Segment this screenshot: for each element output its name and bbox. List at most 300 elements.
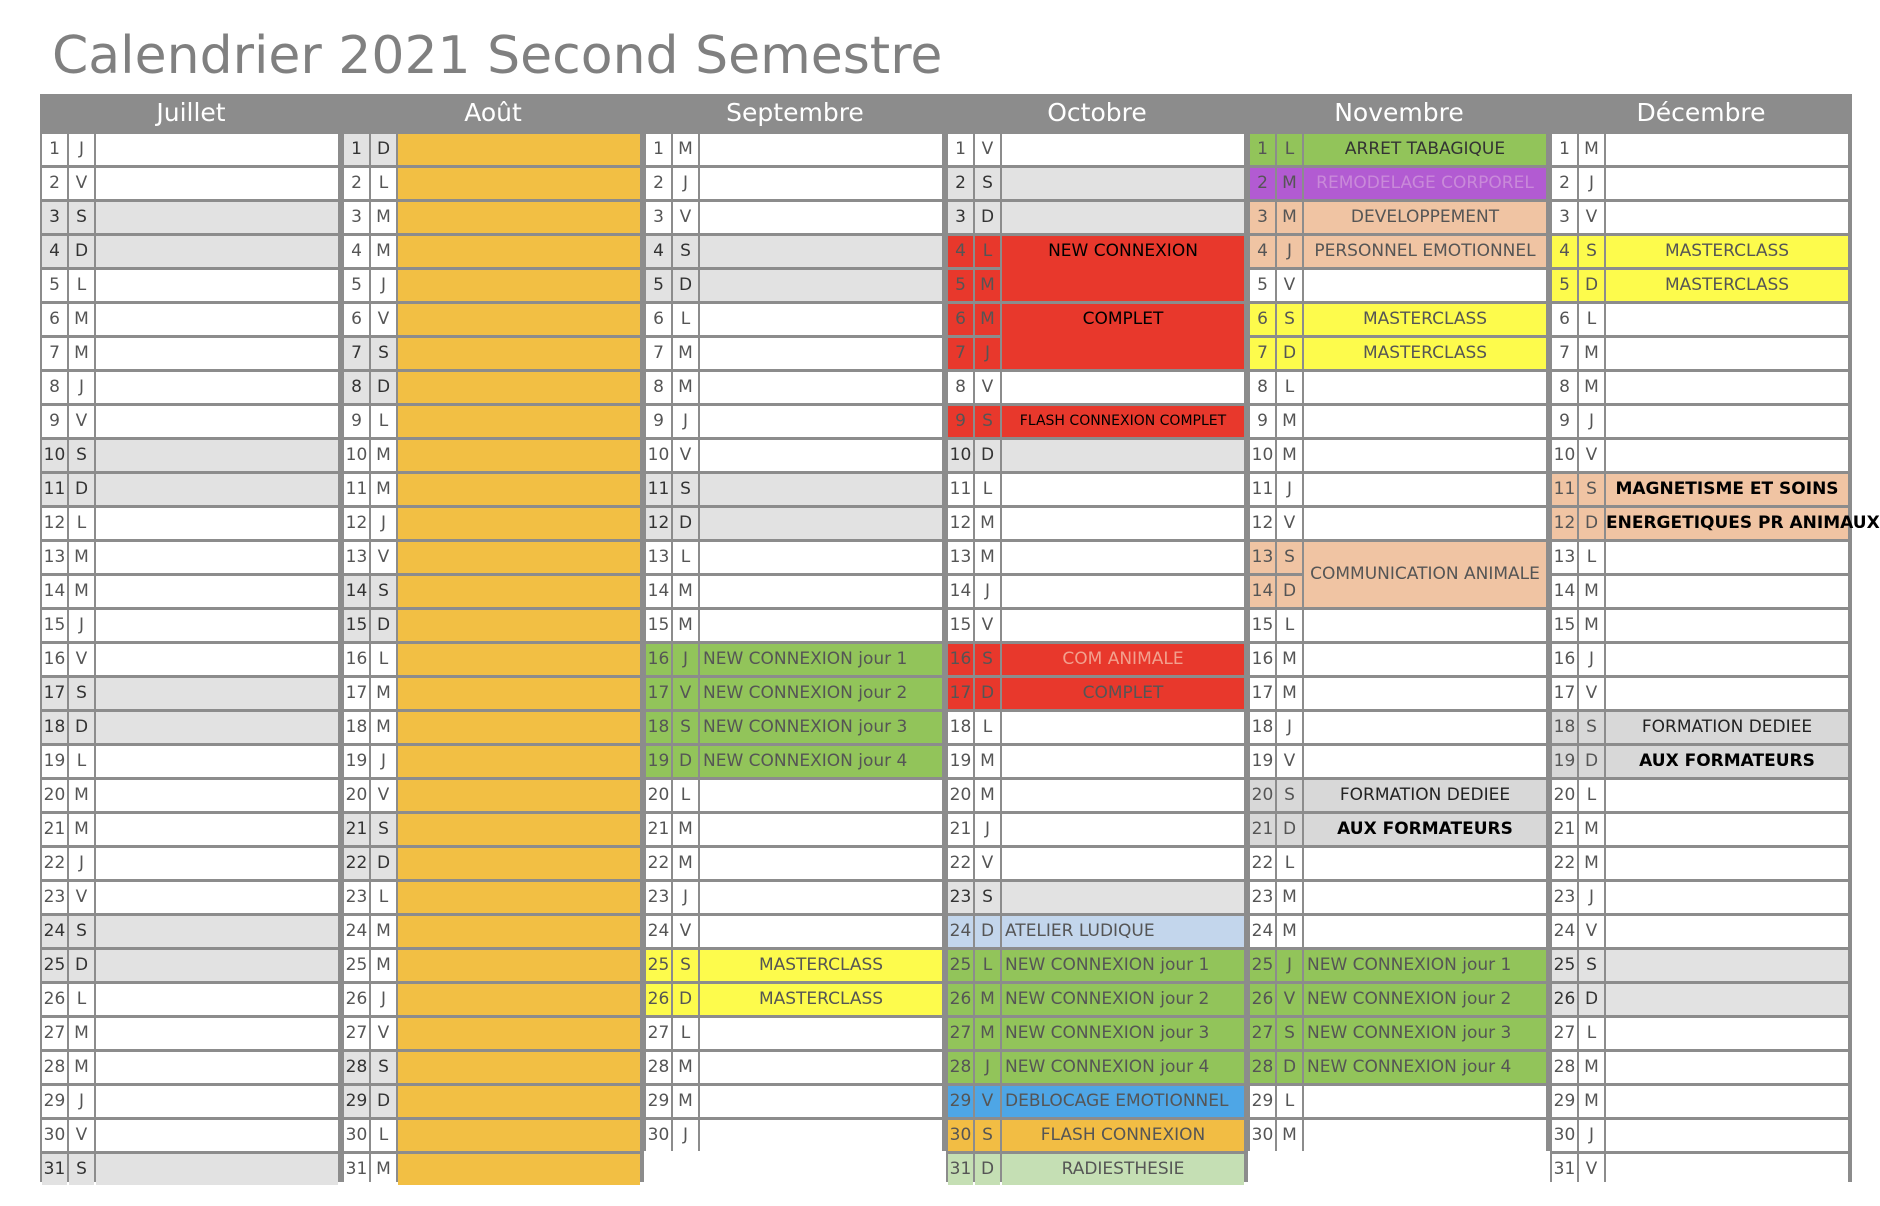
event-label: COMPLET (1002, 304, 1244, 369)
event-label: RADIESTHESIE (1002, 1154, 1244, 1185)
day-number: 21 (1250, 814, 1275, 845)
event-label: NEW CONNEXION jour 3 (1304, 1018, 1546, 1049)
weekday-letter: D (673, 984, 698, 1015)
weekday-letter: J (69, 372, 94, 403)
event-cell (96, 474, 338, 505)
event-label: MASTERCLASS (700, 950, 942, 981)
day-number: 28 (42, 1052, 67, 1083)
weekday-letter: M (371, 202, 396, 233)
event-cell (96, 950, 338, 981)
event-cell (96, 270, 338, 301)
weekday-letter: D (975, 916, 1000, 947)
weekday-letter: M (371, 236, 396, 267)
weekday-letter: J (673, 644, 698, 675)
event-cell (1606, 644, 1848, 675)
day-number: 25 (646, 950, 671, 981)
day-number: 16 (42, 644, 67, 675)
day-number: 19 (646, 746, 671, 777)
event-cell (700, 848, 942, 879)
weekday-letter: L (371, 1120, 396, 1151)
event-cell (700, 236, 942, 267)
weekday-letter: V (1277, 508, 1302, 539)
event-cell (1304, 372, 1546, 403)
event-cell (1606, 576, 1848, 607)
weekday-letter: M (371, 712, 396, 743)
day-number: 15 (1250, 610, 1275, 641)
day-number: 15 (1552, 610, 1577, 641)
weekday-letter: D (371, 610, 396, 641)
weekday-letter: S (1277, 780, 1302, 811)
weekday-letter: M (371, 916, 396, 947)
event-cell (1002, 882, 1244, 913)
weekday-letter: L (975, 236, 1000, 267)
weekday-letter: D (371, 1086, 396, 1117)
weekday-letter: M (371, 474, 396, 505)
day-number: 15 (948, 610, 973, 641)
month-header-octobre: Octobre (1047, 98, 1147, 127)
event-cell (1002, 814, 1244, 845)
event-cell (96, 780, 338, 811)
day-number: 27 (42, 1018, 67, 1049)
weekday-letter: V (975, 134, 1000, 165)
day-number: 31 (42, 1154, 67, 1185)
weekday-letter: S (975, 1120, 1000, 1151)
day-number: 2 (1250, 168, 1275, 199)
weekday-letter: M (1579, 1086, 1604, 1117)
event-cell (1002, 542, 1244, 573)
weekday-letter: V (69, 1120, 94, 1151)
weekday-letter: J (1579, 882, 1604, 913)
event-label: NEW CONNEXION jour 4 (1002, 1052, 1244, 1083)
weekday-letter: M (673, 610, 698, 641)
event-cell (700, 474, 942, 505)
day-number: 1 (344, 134, 369, 165)
weekday-letter: M (1277, 644, 1302, 675)
day-number: 29 (646, 1086, 671, 1117)
day-number: 10 (646, 440, 671, 471)
day-number: 13 (1552, 542, 1577, 573)
weekday-letter: D (69, 712, 94, 743)
weekday-letter: L (371, 168, 396, 199)
vacation-cell (398, 848, 640, 879)
event-cell (1002, 746, 1244, 777)
day-number: 4 (344, 236, 369, 267)
day-number: 19 (1552, 746, 1577, 777)
day-number: 25 (42, 950, 67, 981)
event-label: COMMUNICATION ANIMALE (1304, 542, 1546, 607)
day-number: 14 (948, 576, 973, 607)
day-number: 17 (1250, 678, 1275, 709)
event-cell (96, 440, 338, 471)
weekday-letter: M (975, 984, 1000, 1015)
event-label: NEW CONNEXION jour 3 (1002, 1018, 1244, 1049)
event-cell (700, 882, 942, 913)
weekday-letter: M (1579, 134, 1604, 165)
vacation-cell (398, 1052, 640, 1083)
weekday-letter: S (673, 236, 698, 267)
weekday-letter: V (1277, 270, 1302, 301)
weekday-letter: S (69, 916, 94, 947)
weekday-letter: D (673, 508, 698, 539)
event-cell (700, 1052, 942, 1083)
event-label: FLASH CONNEXION COMPLET (1002, 406, 1244, 437)
event-cell (96, 1052, 338, 1083)
weekday-letter: V (69, 882, 94, 913)
event-cell (1304, 882, 1546, 913)
day-number: 16 (1250, 644, 1275, 675)
weekday-letter: J (975, 1052, 1000, 1083)
day-number: 18 (42, 712, 67, 743)
day-number: 2 (42, 168, 67, 199)
month-header-juillet: Juillet (156, 98, 226, 127)
weekday-letter: J (1277, 950, 1302, 981)
weekday-letter: J (371, 270, 396, 301)
weekday-letter: S (1579, 236, 1604, 267)
weekday-letter: S (1277, 1018, 1302, 1049)
vacation-cell (398, 1086, 640, 1117)
day-number: 19 (344, 746, 369, 777)
day-number: 5 (42, 270, 67, 301)
day-number: 1 (42, 134, 67, 165)
event-cell (1304, 644, 1546, 675)
event-cell (700, 1086, 942, 1117)
weekday-letter: L (69, 508, 94, 539)
event-cell (1002, 712, 1244, 743)
weekday-letter: M (975, 780, 1000, 811)
event-cell (700, 406, 942, 437)
weekday-letter: M (1277, 678, 1302, 709)
day-number: 24 (42, 916, 67, 947)
weekday-letter: L (1277, 848, 1302, 879)
day-number: 27 (1552, 1018, 1577, 1049)
day-number: 28 (344, 1052, 369, 1083)
day-number: 7 (1552, 338, 1577, 369)
day-number: 2 (1552, 168, 1577, 199)
day-number: 21 (948, 814, 973, 845)
day-number: 3 (948, 202, 973, 233)
event-label: ARRET TABAGIQUE (1304, 134, 1546, 165)
day-number: 8 (646, 372, 671, 403)
day-number: 16 (646, 644, 671, 675)
day-number: 2 (344, 168, 369, 199)
weekday-letter: S (673, 712, 698, 743)
event-cell (700, 270, 942, 301)
weekday-letter: V (69, 168, 94, 199)
weekday-letter: S (1579, 712, 1604, 743)
weekday-letter: M (69, 542, 94, 573)
day-number: 9 (344, 406, 369, 437)
vacation-cell (398, 984, 640, 1015)
day-number: 21 (1552, 814, 1577, 845)
event-cell (700, 1120, 942, 1151)
weekday-letter: M (673, 848, 698, 879)
month-header-septembre: Septembre (726, 98, 864, 127)
event-cell (1606, 984, 1848, 1015)
weekday-letter: L (1277, 610, 1302, 641)
empty-row-filler (1248, 1151, 1550, 1195)
day-number: 22 (1552, 848, 1577, 879)
event-label: COMPLET (1002, 678, 1244, 709)
calendar-grid (40, 94, 1880, 1182)
day-number: 17 (344, 678, 369, 709)
weekday-letter: M (1277, 440, 1302, 471)
day-number: 18 (646, 712, 671, 743)
vacation-cell (398, 712, 640, 743)
event-cell (96, 508, 338, 539)
event-cell (700, 814, 942, 845)
event-label: ENERGETIQUES PR ANIMAUX (1606, 508, 1848, 539)
event-cell (700, 1018, 942, 1049)
day-number: 1 (1552, 134, 1577, 165)
weekday-letter: J (1277, 236, 1302, 267)
vacation-cell (398, 474, 640, 505)
weekday-letter: L (1579, 1018, 1604, 1049)
day-number: 24 (948, 916, 973, 947)
event-cell (1606, 1154, 1848, 1185)
weekday-letter: S (673, 950, 698, 981)
event-cell (1606, 372, 1848, 403)
day-number: 29 (1552, 1086, 1577, 1117)
event-cell (700, 372, 942, 403)
day-number: 7 (42, 338, 67, 369)
event-cell (1304, 1120, 1546, 1151)
weekday-letter: L (371, 882, 396, 913)
day-number: 22 (344, 848, 369, 879)
weekday-letter: M (673, 338, 698, 369)
weekday-letter: J (975, 338, 1000, 369)
day-number: 26 (646, 984, 671, 1015)
event-cell (96, 916, 338, 947)
event-cell (96, 1086, 338, 1117)
weekday-letter: M (975, 270, 1000, 301)
event-label: MASTERCLASS (1304, 304, 1546, 335)
day-number: 10 (344, 440, 369, 471)
event-cell (700, 542, 942, 573)
day-number: 25 (948, 950, 973, 981)
weekday-letter: M (673, 134, 698, 165)
day-number: 8 (1250, 372, 1275, 403)
event-label: FLASH CONNEXION (1002, 1120, 1244, 1151)
event-cell (96, 1120, 338, 1151)
event-cell (1002, 508, 1244, 539)
month-header-aout: Août (464, 98, 522, 127)
weekday-letter: J (371, 508, 396, 539)
weekday-letter: D (69, 950, 94, 981)
day-number: 11 (1552, 474, 1577, 505)
event-cell (1606, 780, 1848, 811)
event-cell (1606, 814, 1848, 845)
weekday-letter: S (371, 338, 396, 369)
event-label: MASTERCLASS (700, 984, 942, 1015)
event-label: MASTERCLASS (1606, 236, 1848, 267)
day-number: 23 (1552, 882, 1577, 913)
event-cell (1002, 780, 1244, 811)
day-number: 30 (646, 1120, 671, 1151)
weekday-letter: D (673, 746, 698, 777)
weekday-letter: L (975, 950, 1000, 981)
day-number: 20 (646, 780, 671, 811)
event-label: MASTERCLASS (1304, 338, 1546, 369)
weekday-letter: J (371, 746, 396, 777)
day-number: 9 (1250, 406, 1275, 437)
day-number: 20 (948, 780, 973, 811)
day-number: 21 (646, 814, 671, 845)
event-cell (700, 576, 942, 607)
event-cell (1606, 406, 1848, 437)
event-cell (96, 338, 338, 369)
event-cell (96, 236, 338, 267)
weekday-letter: S (1579, 474, 1604, 505)
day-number: 17 (646, 678, 671, 709)
event-cell (700, 780, 942, 811)
event-label: DEBLOCAGE EMOTIONNEL (1002, 1086, 1244, 1117)
day-number: 23 (646, 882, 671, 913)
day-number: 15 (344, 610, 369, 641)
vacation-cell (398, 678, 640, 709)
weekday-letter: M (1277, 202, 1302, 233)
day-number: 4 (646, 236, 671, 267)
event-cell (700, 508, 942, 539)
event-label: NEW CONNEXION jour 4 (700, 746, 942, 777)
day-number: 4 (1552, 236, 1577, 267)
weekday-letter: J (673, 406, 698, 437)
day-number: 25 (1552, 950, 1577, 981)
day-number: 14 (646, 576, 671, 607)
day-number: 15 (42, 610, 67, 641)
event-cell (1304, 678, 1546, 709)
event-cell (1606, 950, 1848, 981)
day-number: 9 (42, 406, 67, 437)
event-cell (1002, 440, 1244, 471)
event-label: NEW CONNEXION jour 1 (1002, 950, 1244, 981)
day-number: 13 (344, 542, 369, 573)
day-number: 30 (1552, 1120, 1577, 1151)
day-number: 6 (42, 304, 67, 335)
vacation-cell (398, 168, 640, 199)
weekday-letter: M (371, 1154, 396, 1185)
day-number: 18 (344, 712, 369, 743)
day-number: 28 (646, 1052, 671, 1083)
weekday-letter: D (975, 678, 1000, 709)
day-number: 8 (344, 372, 369, 403)
event-cell (96, 1018, 338, 1049)
weekday-letter: D (975, 1154, 1000, 1185)
weekday-letter: V (1579, 202, 1604, 233)
event-cell (96, 678, 338, 709)
weekday-letter: S (69, 202, 94, 233)
event-cell (1606, 678, 1848, 709)
day-number: 19 (948, 746, 973, 777)
day-number: 1 (948, 134, 973, 165)
event-label: NEW CONNEXION (1002, 236, 1244, 301)
event-label: NEW CONNEXION jour 2 (700, 678, 942, 709)
weekday-letter: M (673, 814, 698, 845)
day-number: 8 (42, 372, 67, 403)
weekday-letter: L (975, 474, 1000, 505)
day-number: 16 (948, 644, 973, 675)
day-number: 3 (344, 202, 369, 233)
weekday-letter: M (371, 678, 396, 709)
month-header-decembre: Décembre (1636, 98, 1766, 127)
weekday-letter: J (1579, 168, 1604, 199)
event-cell (96, 168, 338, 199)
weekday-letter: M (69, 576, 94, 607)
day-number: 5 (948, 270, 973, 301)
weekday-letter: D (69, 236, 94, 267)
weekday-letter: L (975, 712, 1000, 743)
weekday-letter: M (673, 1052, 698, 1083)
weekday-letter: V (1579, 678, 1604, 709)
event-cell (1606, 168, 1848, 199)
vacation-cell (398, 746, 640, 777)
weekday-letter: J (1579, 1120, 1604, 1151)
event-cell (1606, 542, 1848, 573)
event-cell (96, 984, 338, 1015)
event-cell (700, 440, 942, 471)
event-cell (1606, 304, 1848, 335)
day-number: 12 (344, 508, 369, 539)
weekday-letter: V (1579, 440, 1604, 471)
day-number: 31 (344, 1154, 369, 1185)
weekday-letter: L (371, 644, 396, 675)
day-number: 6 (646, 304, 671, 335)
day-number: 23 (344, 882, 369, 913)
weekday-letter: M (1277, 1120, 1302, 1151)
weekday-letter: D (1277, 814, 1302, 845)
weekday-letter: D (371, 134, 396, 165)
day-number: 22 (1250, 848, 1275, 879)
event-cell (96, 304, 338, 335)
weekday-letter: J (1277, 474, 1302, 505)
day-number: 12 (1552, 508, 1577, 539)
day-number: 29 (1250, 1086, 1275, 1117)
vacation-cell (398, 134, 640, 165)
weekday-letter: S (69, 440, 94, 471)
event-label: AUX FORMATEURS (1606, 746, 1848, 777)
event-cell (96, 882, 338, 913)
weekday-letter: M (1579, 372, 1604, 403)
vacation-cell (398, 1018, 640, 1049)
event-cell (96, 814, 338, 845)
day-number: 20 (1250, 780, 1275, 811)
day-number: 2 (646, 168, 671, 199)
weekday-letter: M (673, 1086, 698, 1117)
event-label: REMODELAGE CORPOREL (1304, 168, 1546, 199)
weekday-letter: L (1277, 134, 1302, 165)
weekday-letter: D (1277, 338, 1302, 369)
vacation-cell (398, 372, 640, 403)
day-number: 12 (948, 508, 973, 539)
day-number: 11 (948, 474, 973, 505)
event-label: FORMATION DEDIEE (1304, 780, 1546, 811)
weekday-letter: L (673, 1018, 698, 1049)
event-cell (1002, 134, 1244, 165)
day-number: 3 (42, 202, 67, 233)
day-number: 12 (42, 508, 67, 539)
day-number: 17 (42, 678, 67, 709)
day-number: 10 (1250, 440, 1275, 471)
day-number: 4 (948, 236, 973, 267)
weekday-letter: M (69, 1018, 94, 1049)
weekday-letter: V (371, 780, 396, 811)
day-number: 31 (1552, 1154, 1577, 1185)
weekday-letter: V (1277, 984, 1302, 1015)
weekday-letter: M (1277, 916, 1302, 947)
weekday-letter: J (673, 1120, 698, 1151)
day-number: 13 (948, 542, 973, 573)
day-number: 5 (1552, 270, 1577, 301)
day-number: 12 (1250, 508, 1275, 539)
